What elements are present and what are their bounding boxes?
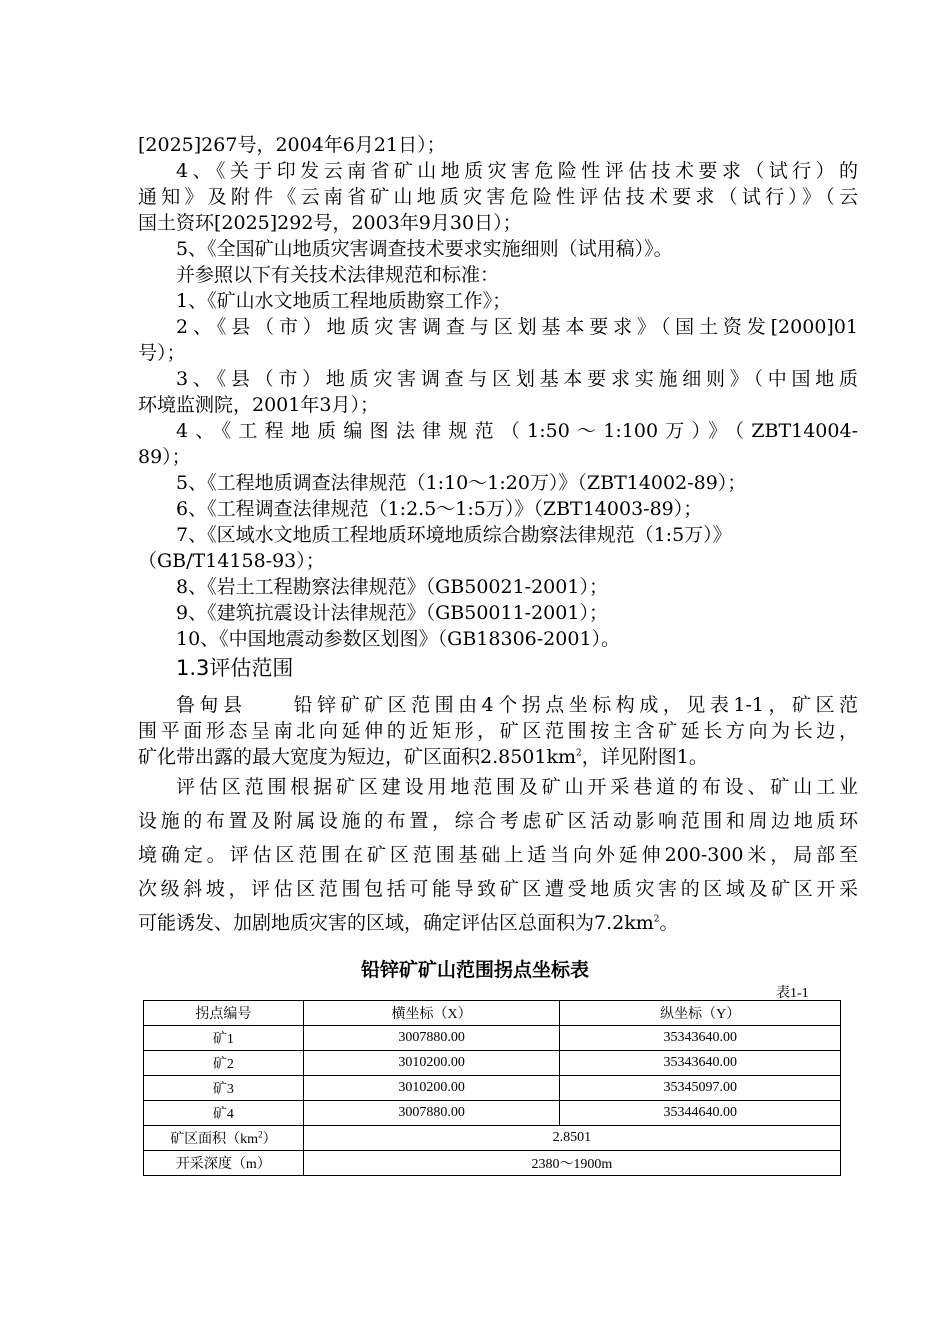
text-line: 并参照以下有关技术法律规范和标准： — [176, 264, 500, 286]
area-label-cell: 矿区面积$(km^2)$ — [144, 1126, 304, 1151]
table-row — [144, 1151, 841, 1176]
depth-value-cell: 2380～1900m — [303, 1151, 840, 1176]
text-line: 设施的布置及附属设施的布置，综合考虑矿区活动影响范围和周边地质环 — [138, 810, 858, 832]
table-cell: 35345097.00 — [560, 1076, 841, 1101]
table-row — [144, 1026, 841, 1051]
text-line: 7、《区域水文地质工程地质环境地质综合勘察法律规范（1:5万）》 — [176, 524, 732, 546]
text-line: 6、《工程调查法律规范（1:2.5～1:5万）》（ZBT14003-89）； — [176, 498, 703, 520]
coordinate-table — [143, 1000, 841, 1176]
table-row — [144, 1101, 841, 1126]
section-heading: 1.3评估范围 — [176, 656, 294, 680]
table-header-cell: 拐点编号 — [144, 1001, 304, 1026]
table-row — [144, 1126, 841, 1151]
area-value-cell: 2.8501 — [303, 1126, 840, 1151]
table-title: 铅锌矿矿山范围拐点坐标表 — [360, 959, 589, 981]
table-cell: 矿1 — [144, 1026, 304, 1051]
text-line: 3、《县（市）地质灾害调查与区划基本要求实施细则》（中国地质 — [176, 368, 858, 390]
text-line: 围平面形态呈南北向延伸的近矩形，矿区范围按主含矿延长方向为长边， — [138, 720, 858, 742]
text-line: 境确定。评估区范围在矿区范围基础上适当向外延伸200-300米，局部至 — [138, 844, 858, 866]
text-line: 10、《中国地震动参数区划图》（GB18306-2001）。 — [176, 628, 621, 650]
text-line: 环境监测院，2001年3月）； — [138, 394, 379, 416]
table-number: 表1-1 — [776, 986, 809, 1001]
text-line: 89）； — [138, 446, 191, 468]
table-cell: 矿4 — [144, 1101, 304, 1126]
table-cell: 3010200.00 — [303, 1076, 560, 1101]
table-cell: 35343640.00 — [560, 1026, 841, 1051]
text-line: 次级斜坡，评估区范围包括可能导致矿区遭受地质灾害的区域及矿区开采 — [138, 878, 858, 900]
text-line: 通知》及附件《云南省矿山地质灾害危险性评估技术要求（试行）》（云 — [138, 186, 858, 208]
text-line: 5、《工程地质调查法律规范（1:10～1:20万）》（ZBT14002-89）； — [176, 472, 747, 494]
table-header-row — [144, 1001, 841, 1026]
text-line: 1、《矿山水文地质工程地质勘察工作》； — [176, 290, 512, 312]
text-line: 国土资环[2025]292号，2003年9月30日）； — [138, 212, 522, 234]
table-header-cell: 横坐标（X） — [303, 1001, 560, 1026]
text-line: 5、《全国矿山地质灾害调查技术要求实施细则（试用稿）》。 — [176, 238, 673, 260]
text-line: （GB/T14158-93）； — [138, 550, 325, 572]
text-line: 评估区范围根据矿区建设用地范围及矿山开采巷道的布设、矿山工业 — [176, 776, 858, 798]
table-cell: 矿3 — [144, 1076, 304, 1101]
depth-label-cell: 开采深度（m） — [144, 1151, 304, 1176]
table-cell: 3010200.00 — [303, 1051, 560, 1076]
table-header-cell: 纵坐标（Y） — [560, 1001, 841, 1026]
table-cell: 35343640.00 — [560, 1051, 841, 1076]
text-line: 矿化带出露的最大宽度为短边，矿区面积$2.8501km^2$，详见附图1。 — [138, 746, 708, 768]
text-line: 号）； — [138, 342, 186, 364]
text-line: 2、《县（市）地质灾害调查与区划基本要求》（国土资发[2000]01 — [176, 316, 858, 338]
text-line: [2025]267号，2004年6月21日）； — [138, 134, 446, 156]
text-line: 9、《建筑抗震设计法律规范》（GB50011-2001）； — [176, 602, 608, 624]
text-line: 8、《岩土工程勘察法律规范》（GB50021-2001）； — [176, 576, 608, 598]
text-line: 4、《工程地质编图法律规范（1:50～1:100万）》（ZBT14004- — [176, 420, 858, 442]
table-cell: 3007880.00 — [303, 1101, 560, 1126]
table-cell: 3007880.00 — [303, 1026, 560, 1051]
table-row — [144, 1076, 841, 1101]
text-line: 可能诱发、加剧地质灾害的区域，确定评估区总面积为$7.2km^2$。 — [138, 912, 679, 934]
table-row — [144, 1051, 841, 1076]
table-cell: 矿2 — [144, 1051, 304, 1076]
table-cell: 35344640.00 — [560, 1101, 841, 1126]
text-line: 4、《关于印发云南省矿山地质灾害危险性评估技术要求（试行）的 — [176, 160, 858, 182]
text-line: 鲁甸县 铅锌矿矿区范围由4个拐点坐标构成，见表1-1，矿区范 — [176, 694, 858, 716]
